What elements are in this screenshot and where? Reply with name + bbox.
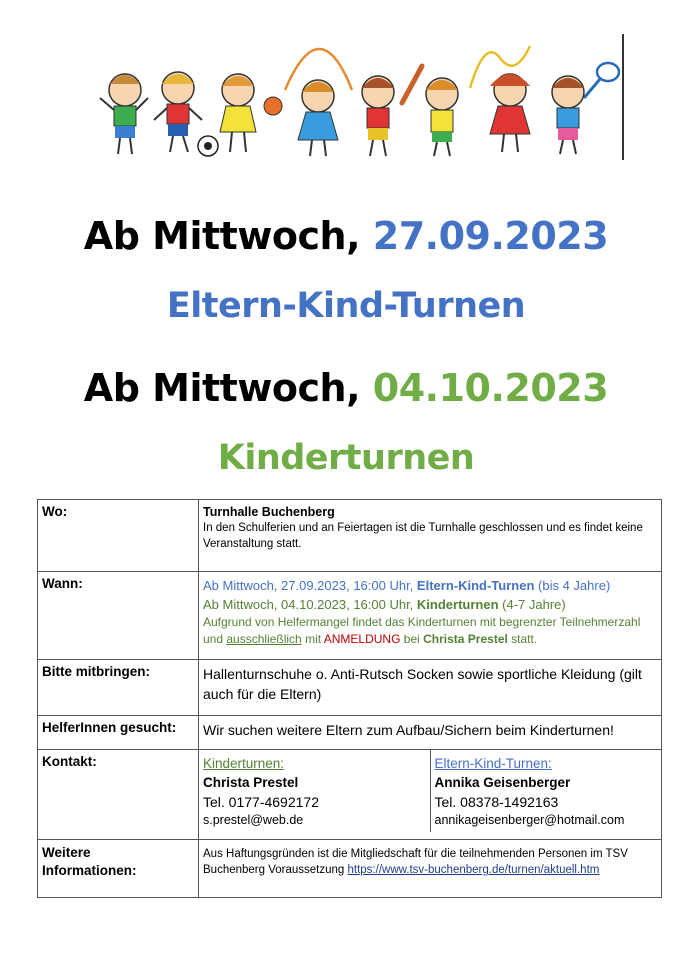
contact-phone: Tel. 08378-1492163 [434,794,559,810]
heading-prefix: Ab Mittwoch, [83,214,361,258]
club-icon [402,66,422,103]
ball-icon [264,97,282,115]
heading-line-3 [0,366,692,410]
table-row [38,500,662,572]
child-figure [298,80,338,156]
note-text: statt. [507,632,538,646]
contact-title: Eltern-Kind-Turnen: [434,756,552,771]
children-illustration [90,28,630,163]
note-text: Aufgrund von Helfermangel findet das Kinderturnen mit begrenzter Teilnehmerzahl und [203,615,641,646]
contact-columns [199,750,661,832]
row-content [199,572,662,660]
row-label: Bitte mitbringen: [38,660,199,716]
registration-keyword: ANMELDUNG [323,632,401,646]
note-text: mit [301,632,324,646]
schedule-age: (bis 4 Jahre) [534,578,611,593]
contact-name: Annika Geisenberger [434,775,571,790]
child-figure [552,76,584,154]
contact-email[interactable]: annikageisenberger@hotmail.com [434,813,625,827]
child-figure [100,74,148,154]
table-row [38,716,662,750]
info-table [37,499,662,898]
table-row [38,572,662,660]
note-emphasis: ausschließlich [226,632,302,646]
contact-name: Christa Prestel [423,632,508,646]
place-name: Turnhalle Buchenberg [203,505,335,519]
contact-email[interactable]: s.prestel@web.de [203,813,304,827]
row-content: Wir suchen weitere Eltern zum Aufbau/Sichern beim Kinderturnen! [199,716,662,750]
schedule-age: (4-7 Jahre) [498,597,566,612]
child-figure [426,78,458,156]
heading-date: 27.09.2023 [372,214,609,258]
table-row [38,660,662,716]
child-figure [154,72,202,152]
heading-line-4: Kinderturnen [217,438,475,478]
divider-line [622,34,624,160]
schedule-line [203,576,657,595]
racket-icon [584,63,619,98]
child-figure [362,76,394,156]
website-link[interactable]: https://www.tsv-buchenberg.de/turnen/aktuell.htm [347,864,600,876]
row-content [199,500,662,572]
registration-note [203,614,657,648]
heading-date: 04.10.2023 [372,366,609,410]
place-note: In den Schulferien und an Feiertagen ist die Turnhalle geschlossen und es findet keine Veranstaltung statt. [203,522,643,550]
contact-name: Christa Prestel [203,775,299,790]
membership-note: Aus Haftungsgründen ist die Mitgliedschaft für die teilnehmenden Personen im TSV Buchenberg Voraussetzung [203,848,628,876]
row-content: Hallenturnschuhe o. Anti-Rutsch Socken sowie sportliche Kleidung (gilt auch für die Eltern) [199,660,662,716]
contact-kinderturnen [199,750,430,832]
row-label: Wo: [38,500,199,572]
row-label: Wann: [38,572,199,660]
note-text: bei [400,632,424,646]
child-figure [220,74,256,152]
row-label: Kontakt: [38,750,199,840]
heading-line-2: Eltern-Kind-Turnen [166,286,526,326]
row-label [38,840,199,898]
label-part: Informationen: [42,863,137,878]
schedule-text: Ab Mittwoch, 04.10.2023, 16:00 Uhr, [203,597,417,612]
table-row [38,750,662,840]
heading-line-1 [0,214,692,258]
row-label: HelferInnen gesucht: [38,716,199,750]
contact-title: Kinderturnen: [203,756,285,771]
contact-eltern-kind [430,750,662,832]
label-part: Weitere [42,845,91,860]
heading-prefix: Ab Mittwoch, [83,366,361,410]
schedule-course: Eltern-Kind-Turnen [416,578,535,593]
contact-phone: Tel. 0177-4692172 [203,794,319,810]
row-content [199,750,662,840]
schedule-course: Kinderturnen [416,597,499,612]
schedule-line [203,595,657,614]
row-content [199,840,662,898]
table-row [38,840,662,898]
child-figure [490,74,530,152]
schedule-text: Ab Mittwoch, 27.09.2023, 16:00 Uhr, [203,578,417,593]
